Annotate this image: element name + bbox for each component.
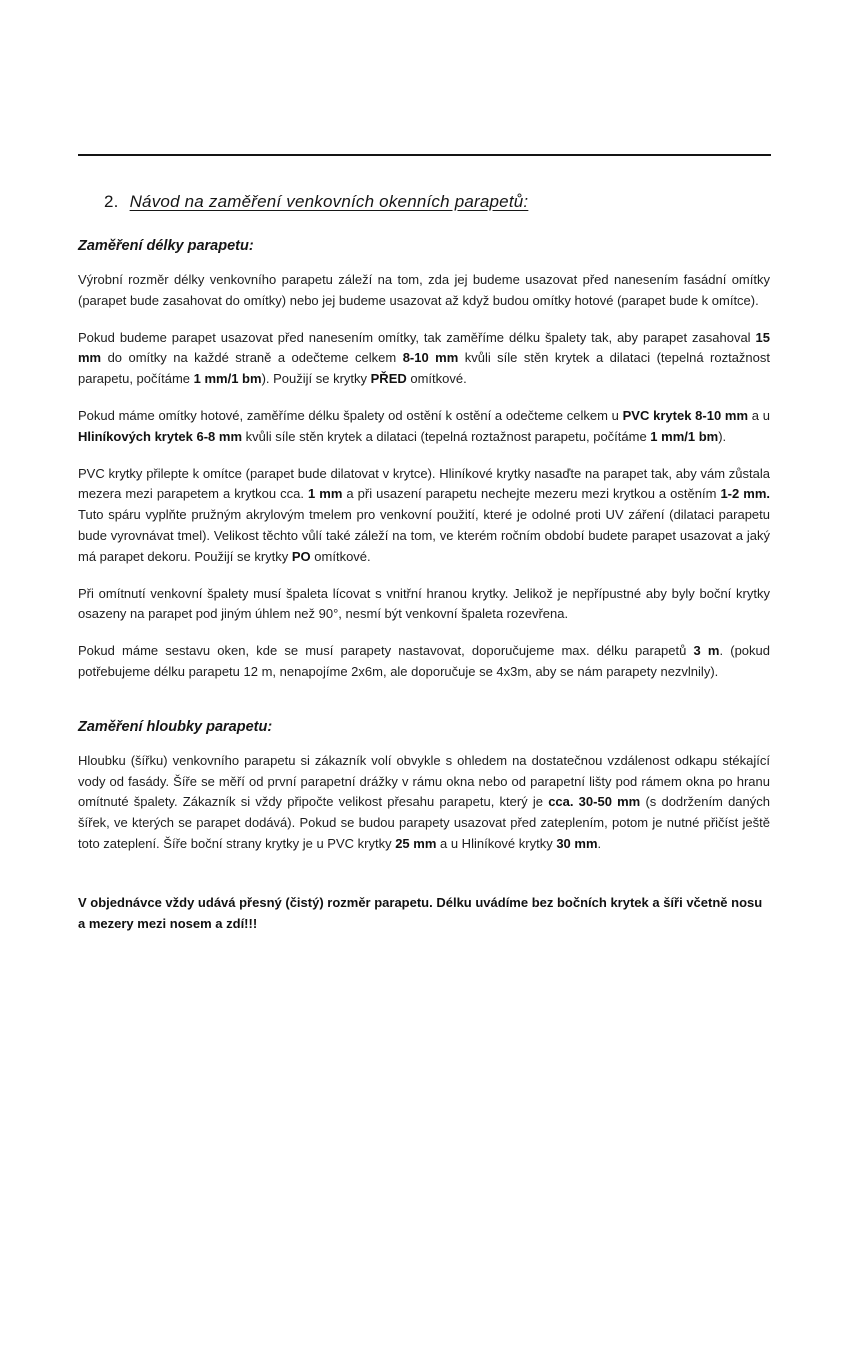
page-title: [104, 192, 770, 212]
paragraph-max-length: Pokud máme sestavu oken, kde se musí parapety nastavovat, doporučujeme max. délku parapetů 3 m. (pokud potřebujeme délku parapetu 12 m, nenapojíme 2x6m, ale doporučuje se 4x3m, aby se nám parapety nezvlnily).: [78, 643, 770, 679]
paragraph-production-size: Výrobní rozměr délky venkovního parapetu záleží na tom, zda jej budeme usazovat před nanesením fasádní omítky (parapet bude zasahovat do omítky) nebo jej budeme usazovat až když budou omítky hotové (parapet bude k omítce).: [78, 272, 770, 308]
section-title-depth: Zaměření hloubky parapetu:: [78, 718, 273, 735]
heading-text: Návod na zaměření venkovních okenních parapetů:: [129, 192, 529, 211]
paragraph-finished-plaster: Pokud máme omítky hotové, zaměříme délku špalety od ostění k ostění a odečteme celkem u PVC krytek 8-10 mm a u Hliníkových krytek 6-8 mm kvůli síle stěn krytek a dilataci (tepelná roztažnost parapetu, počítáme 1 mm/1 bm).: [78, 407, 771, 444]
paragraph-depth: Hloubku (šířku) venkovního parapetu si zákazník volí obvykle s ohledem na dostatečnou vzdálenost odkapu stékající vody od fasády. Šíře se měří od první parapetní drážky v rámu okna nebo od parapetní lišty pod rámem okna po hranu omítnuté špalety. Zákazník si vždy připočte velikost přesahu parapetu, který je cca. 30-50 mm (s dodržením daných šířek, ve kterých se parapet dodává). Pokud se budou parapety usazovat před zateplením, potom je nutné přičíst ještě toto zateplení. Šíře boční strany krytky je u PVC krytky 25 mm a u Hliníkové krytky 30 mm.: [78, 752, 770, 851]
order-note: V objednávce vždy udává přesný (čistý) rozměr parapetu. Délku uvádíme bez bočních krytek a šíři včetně nosu a mezery mezi nosem a zdí!!!: [78, 894, 763, 931]
section-title-length: Zaměření délky parapetu:: [78, 238, 254, 254]
paragraph-end-caps: PVC krytky přilepte k omítce (parapet bude dilatovat v krytce). Hliníkové krytky nasaďte na parapet tak, aby vám zůstala mezera mezi parapetem a krytkou cca. 1 mm a při usazení parapetu nechejte mezeru mezi krytkou a ostěním 1-2 mm. Tuto spáru vyplňte pružným akrylovým tmelem pro venkovní použití, které je odolné proti UV záření (dilataci parapetu bude vyrovnávat tmel). Velikost těchto vůlí také záleží na tom, ve kterém ročním období budete parapet usazovat a jaký má parapet dekoru. Použijí se krytky PO omítkové.: [78, 465, 770, 564]
heading-number: 2.: [104, 192, 119, 211]
paragraph-reveal-angle: Při omítnutí venkovní špalety musí špaleta lícovat s vnitřní hranou krytky. Jelikož je nepřípustné aby byly boční krytky osazeny na parapet pod jiným úhlem než 90°, nesmí být venkovní špaleta rozevřena.: [78, 585, 770, 622]
paragraph-before-plaster: Pokud budeme parapet usazovat před nanesením omítky, tak zaměříme délku špalety tak, aby parapet zasahoval 15 mm do omítky na každé straně a odečteme celkem 8-10 mm kvůli síle stěn krytek a dilataci (tepelná roztažnost parapetu, počítáme 1 mm/1 bm). Použijí se krytky PŘED omítkové.: [78, 329, 770, 387]
document-page: [0, 154, 847, 1354]
top-horizontal-rule: [78, 154, 771, 156]
